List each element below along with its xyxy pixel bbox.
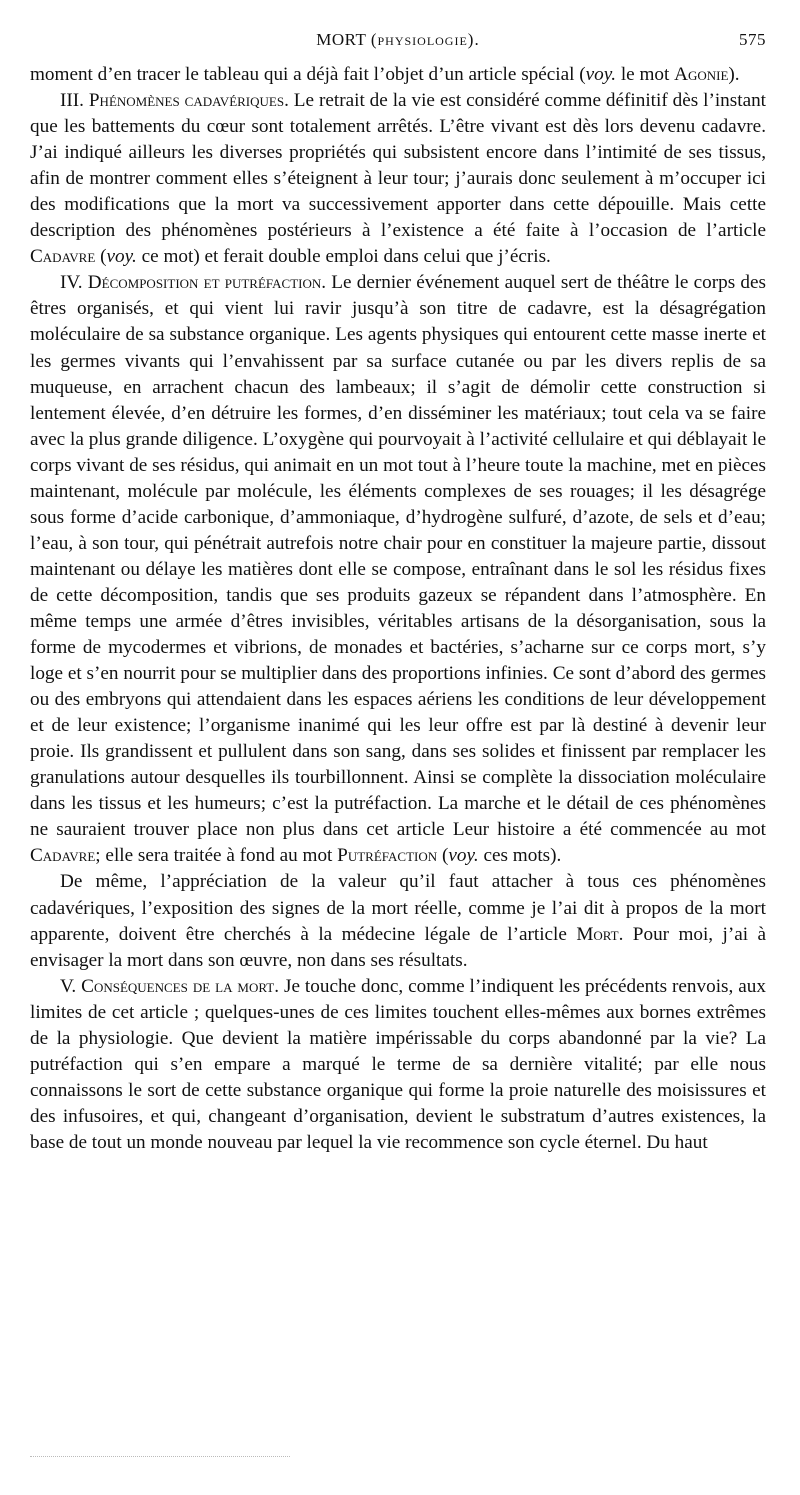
paragraph	[30, 270, 766, 869]
paragraph	[30, 88, 766, 270]
paragraph	[30, 62, 766, 88]
italic-text: voy.	[106, 246, 137, 268]
text-run: ces mots).	[478, 845, 562, 867]
footer-rule	[30, 1456, 290, 1457]
text-run: (	[95, 246, 107, 268]
text-run: moment d’en tracer le tableau qui a déjà fait l’objet d’un article spécial (	[30, 64, 586, 85]
text-run: Je touche donc, comme l’indiquent les précédents renvois, aux limites de cet article ; quelques-unes de ces limites touchent elles-mêmes aux bornes extrêmes de la physiologie. Que devient la matière impérissable du corps abandonné par la vie? La putréfaction qui s’en empare a marqué le terme de sa dernière vitalité; par elle nous connaissons le sort de cette substance organique qui forme la proie naturelle des moisissures et des infusoires, et qui, changeant d’organisation, devient le substratum d’autres existences, la base de tout un monde nouveau par lequel la vie recommence son cycle éternel. Du haut	[30, 975, 766, 1153]
running-title-word: MORT	[316, 30, 367, 49]
text-run: ).	[728, 64, 740, 85]
small-caps-text: Cadavre	[30, 246, 96, 268]
page-number: 575	[739, 30, 766, 49]
small-caps-text: Mort	[576, 923, 619, 945]
paragraph	[30, 869, 766, 973]
small-caps-text: Conséquences de la mort.	[81, 975, 279, 997]
text-run: Le dernier événement auquel sert de théâtre le corps des êtres organisés, et qui vient lui ravir jusqu’à son titre de cadavre, est la désagrégation moléculaire de sa substance organique. Les agents physiques qui entourent cette masse inerte et les germes vivants qui l’envahissent par sa surface cutanée ou par les divers replis de sa muqueuse, en arrachent chacun des lambeaux; il s’agit de démolir cette construction si lentement élevée, d’en détruire les formes, d’en disséminer les matériaux; tout cela va se faire avec la plus grande diligence. L’oxygène qui pourvoyait à l’activité cellulaire et qui déblayait le corps vivant de ses résidus, qui animait en un mot tout à l’heure toute la machine, met en pièces maintenant, molécule par molécule, les éléments complexes de ses rouages; il les désagrége sous forme d’acide carbonique, d’ammoniaque, d’hydrogène sulfuré, d’azote, de sels et d’eau; l’eau, à son tour, qui pénétrait autrefois notre chair pour en constituer la majeure partie, dissout maintenant ou délaye les matières dont elle se compose, entraînant dans le sol les résidus fixes de cette décomposition, tandis que ses produits gazeux se répandent dans l’atmosphère. En même temps une armée d’êtres invisibles, véritables artisans de la désorganisation, sous la forme de mycodermes et vibrions, de monades et bactéries, s’acharne sur ce corps mort, s’y loge et s’en nourrit pour se multiplier dans des proportions infinies. Ce sont d’abord des germes ou des embryons qui attendaient dans les espaces aériens les conditions de leur développement et de leur existence; l’organisme inanimé qui les leur offre est par là destiné à devenir leur proie. Ils grandissent et pullulent dans son sang, dans ses solides et finissent par remplacer les granulations autour desquelles ils tourbillonnent. Ainsi se complète la dissociation moléculaire dans les tissus et les humeurs; c’est la putréfaction. La marche et le détail de ces phénomènes ne sauraient trouver place non plus dans cet article Leur histoire a été commencée au mot	[30, 272, 766, 841]
italic-text: voy.	[585, 64, 617, 85]
text-run: ; elle sera traitée à fond au mot	[95, 845, 338, 867]
italic-text: voy.	[448, 845, 479, 867]
text-run: le mot	[616, 64, 675, 85]
text-run: III.	[60, 90, 89, 112]
small-caps-text: Décomposition et putréfaction.	[87, 272, 327, 294]
text-run: De même, l’appréciation de la valeur qu’il faut attacher à tous ces phénomènes cadavériques, l’exposition des signes de la mort réelle, comme je l’ai dit à propos de la mort apparente, doivent être cherchés à la médecine légale de l’article	[30, 871, 766, 945]
small-caps-text: Cadavre	[30, 845, 96, 867]
text-run: ce mot) et ferait double emploi dans celui que j’écris.	[136, 246, 551, 268]
text-run: IV.	[60, 272, 88, 294]
text-run: (	[437, 845, 449, 867]
small-caps-text: Phénomènes cadavériques.	[88, 90, 289, 112]
text-run: Le retrait de la vie est considéré comme définitif dès l’instant que les battements du cœur sont totalement arrêtés. L’être vivant est dès lors devenu cadavre. J’ai indiqué ailleurs les diverses propriétés qui subsistent encore dans l’intimité de ses tissus, afin de montrer comment elles s’éteignent à leur tour; j’aurais donc seulement à m’occuper ici des modifications que la mort va successivement apporter dans cette dépouille. Mais cette description des phénomènes postérieurs à l’existence a été faite à l’occasion de l’article	[30, 90, 767, 242]
running-title-subtitle: (physiologie).	[370, 30, 480, 49]
text-run: V.	[60, 975, 82, 997]
paragraph	[30, 974, 766, 1156]
small-caps-text: Agonie	[674, 64, 729, 85]
body-text	[30, 62, 766, 1156]
running-header	[30, 30, 766, 56]
running-title	[30, 30, 766, 50]
small-caps-text: Putréfaction	[337, 845, 438, 867]
text-run: . Pour moi, j’ai à envisager la mort dans son œuvre, non dans ses résultats.	[30, 923, 767, 971]
